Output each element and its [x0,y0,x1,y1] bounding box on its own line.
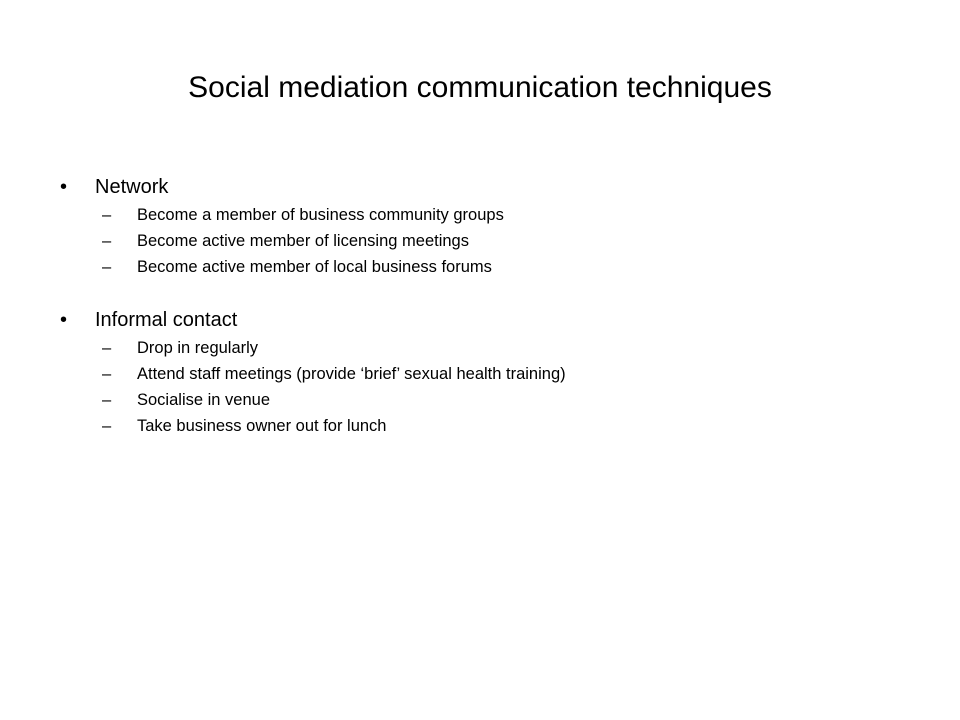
bullet-item [60,172,920,202]
sub-item-text: Become a member of business community groups [137,206,504,224]
dash-icon: – [102,258,112,276]
section-informal-contact [60,305,920,439]
bullet-heading: Informal contact [95,309,238,331]
sub-item-text: Drop in regularly [137,339,259,357]
bullet-icon: • [60,176,68,198]
slide-title: Social mediation communication techniques [188,71,772,104]
bullet-icon: • [60,309,68,331]
dash-icon: – [102,232,112,250]
sub-item [60,202,920,228]
slide-content [60,172,920,464]
sub-item-text: Take business owner out for lunch [137,417,387,435]
dash-icon: – [102,365,112,383]
sub-item-text: Attend staff meetings (provide ‘brief’ sexual health training) [137,365,566,383]
sub-item-text: Become active member of local business forums [137,258,492,276]
sub-list [60,335,920,439]
sub-item [60,387,920,413]
bullet-item [60,305,920,335]
bullet-heading: Network [95,176,169,198]
dash-icon: – [102,206,112,224]
dash-icon: – [102,417,112,435]
dash-icon: – [102,339,112,357]
sub-item-text: Socialise in venue [137,391,270,409]
sub-item [60,254,920,280]
dash-icon: – [102,391,112,409]
sub-item [60,335,920,361]
sub-item-text: Become active member of licensing meetings [137,232,469,250]
sub-list [60,202,920,280]
sub-item [60,361,920,387]
sub-item [60,413,920,439]
section-network [60,172,920,280]
sub-item [60,228,920,254]
